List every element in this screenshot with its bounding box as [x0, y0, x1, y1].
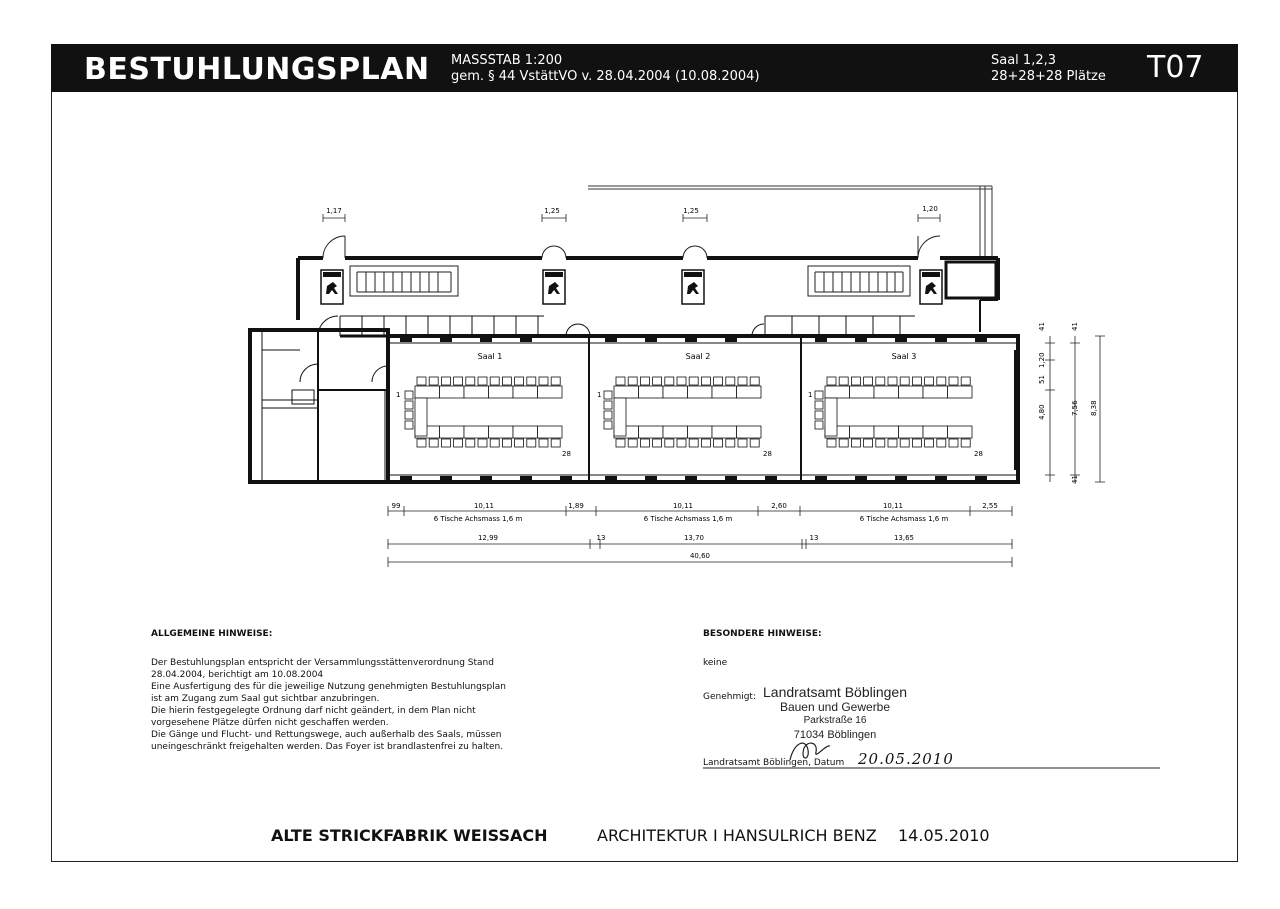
seat — [827, 377, 836, 385]
sign-date: 20.05.2010 — [858, 750, 954, 768]
seat — [405, 421, 413, 429]
seat — [750, 377, 759, 385]
table — [712, 426, 737, 438]
seat — [539, 377, 548, 385]
hall-2-first-seat: 1 — [597, 391, 602, 399]
seat — [515, 377, 524, 385]
general-note-line: Der Bestuhlungsplan entspricht der Versammlungsstättenverordnung Stand — [151, 658, 494, 668]
table — [737, 426, 762, 438]
seat — [888, 377, 897, 385]
seat — [640, 439, 649, 447]
seat — [405, 401, 413, 409]
canopy — [588, 186, 992, 258]
table — [538, 386, 563, 398]
door-dim-4: 1,20 — [922, 205, 938, 213]
seat — [726, 377, 735, 385]
seat — [539, 439, 548, 447]
seat — [925, 377, 934, 385]
stamp-line-city: 71034 Böblingen — [793, 729, 877, 741]
table — [513, 426, 538, 438]
table — [712, 386, 737, 398]
seat — [961, 377, 970, 385]
seat — [815, 411, 823, 419]
dim-1: 99 — [391, 502, 401, 510]
seat — [478, 377, 487, 385]
seat — [405, 391, 413, 399]
architect-name: ARCHITEKTUR I HANSULRICH BENZ — [597, 826, 877, 845]
table — [923, 426, 948, 438]
seat — [949, 439, 958, 447]
seat — [490, 439, 499, 447]
seat — [900, 377, 909, 385]
general-note-line: vorgesehene Plätze dürfen nicht geschaffen werden. — [151, 718, 389, 728]
exit-sign-icons — [323, 272, 940, 294]
seat — [839, 377, 848, 385]
seat — [441, 439, 450, 447]
hall-3-last-seat: 28 — [974, 450, 983, 458]
seat — [689, 377, 698, 385]
seat — [961, 439, 970, 447]
seat — [653, 439, 662, 447]
table — [825, 398, 837, 436]
seat — [478, 439, 487, 447]
seat — [815, 391, 823, 399]
seat — [527, 377, 536, 385]
seat — [604, 421, 612, 429]
hall-3-first-seat: 1 — [808, 391, 813, 399]
vdim-5: 41 — [1071, 322, 1079, 331]
seat — [551, 439, 560, 447]
vdim-6: 7,56 — [1071, 400, 1079, 416]
door-dim-3: 1,25 — [683, 207, 699, 215]
table — [614, 386, 639, 398]
seat — [665, 377, 674, 385]
seat — [454, 377, 463, 385]
dim-4: 10,11 — [672, 502, 694, 510]
seat — [441, 377, 450, 385]
seat — [851, 377, 860, 385]
dim-row2-3: 13,70 — [683, 534, 705, 542]
special-notes — [703, 628, 1003, 669]
seat — [839, 439, 848, 447]
seat — [937, 377, 946, 385]
vdim-1: 41 — [1038, 322, 1046, 331]
seat — [864, 439, 873, 447]
table — [850, 426, 875, 438]
seat — [738, 439, 747, 447]
table — [874, 426, 899, 438]
seat — [429, 439, 438, 447]
seat — [604, 391, 612, 399]
seat — [677, 377, 686, 385]
corridor-doors — [323, 236, 940, 258]
seat — [653, 377, 662, 385]
seat — [815, 401, 823, 409]
seat — [527, 439, 536, 447]
seat — [604, 401, 612, 409]
seat — [714, 439, 723, 447]
seat — [604, 411, 612, 419]
general-note-line: uneingeschränkt freigehalten werden. Das Foyer ist brandlastenfrei zu halten. — [151, 742, 504, 752]
table-note-2: 6 Tische Achsmass 1,6 m — [643, 515, 733, 523]
table — [948, 386, 973, 398]
table — [464, 386, 489, 398]
table-note-3: 6 Tische Achsmass 1,6 m — [859, 515, 949, 523]
hall-3-label: Saal 3 — [891, 352, 917, 361]
seat — [640, 377, 649, 385]
seat — [490, 377, 499, 385]
seat — [750, 439, 759, 447]
seat — [417, 439, 426, 447]
table — [899, 426, 924, 438]
table — [899, 386, 924, 398]
dim-row2-1: 12,99 — [477, 534, 499, 542]
seat — [912, 377, 921, 385]
seat — [815, 421, 823, 429]
table — [440, 386, 465, 398]
seats-label: 28+28+28 Plätze — [991, 69, 1106, 84]
annex-walls — [250, 330, 388, 482]
dim-6: 10,11 — [882, 502, 904, 510]
approval-stamp — [755, 684, 915, 742]
table — [663, 426, 688, 438]
dim-3: 1,89 — [568, 502, 584, 510]
hall-1-label: Saal 1 — [477, 352, 503, 361]
plan-code: T07 — [1147, 50, 1204, 85]
table — [663, 386, 688, 398]
hall-1-last-seat: 28 — [562, 450, 571, 458]
door-width-dims — [323, 214, 940, 222]
seat — [701, 377, 710, 385]
seat — [466, 439, 475, 447]
seat — [551, 377, 560, 385]
table — [850, 386, 875, 398]
general-notes-heading: ALLGEMEINE HINWEISE: — [151, 629, 273, 639]
general-note-line: Die hierin festgegelegte Ordnung darf nicht geändert, in dem Plan nicht — [151, 706, 476, 716]
seat — [665, 439, 674, 447]
seat — [677, 439, 686, 447]
stamp-line-street: Parkstraße 16 — [803, 715, 867, 726]
regulation-label: gem. § 44 VstättVO v. 28.04.2004 (10.08.2004) — [451, 69, 760, 84]
seat — [515, 439, 524, 447]
seat — [912, 439, 921, 447]
vdim-7: 8,38 — [1090, 400, 1098, 416]
seat — [689, 439, 698, 447]
special-notes-heading: BESONDERE HINWEISE: — [703, 629, 822, 639]
seat — [417, 377, 426, 385]
plan-title: BESTUHLUNGSPLAN — [84, 52, 430, 87]
table — [639, 426, 664, 438]
staircase-right — [808, 266, 910, 296]
table — [874, 386, 899, 398]
general-note-line: Die Gänge und Flucht- und Rettungswege, auch außerhalb des Saals, müssen — [151, 730, 502, 740]
table — [688, 386, 713, 398]
corridor-walls — [298, 258, 998, 332]
dim-5: 2,60 — [771, 502, 787, 510]
sign-label: Landratsamt Böblingen, Datum — [703, 758, 845, 768]
seat — [616, 377, 625, 385]
seat — [876, 377, 885, 385]
general-notes — [151, 628, 571, 753]
dim-7: 2,55 — [982, 502, 998, 510]
table — [614, 398, 626, 436]
general-note-line: 28.04.2004, berichtigt am 10.08.2004 — [151, 670, 324, 680]
vdim-4: 4,80 — [1038, 404, 1046, 420]
seat — [949, 377, 958, 385]
seat — [925, 439, 934, 447]
scale-label: MASSSTAB 1:200 — [451, 53, 563, 68]
seat — [454, 439, 463, 447]
staircase-left — [350, 266, 458, 296]
seating-layout — [405, 377, 972, 447]
seat — [900, 439, 909, 447]
seat — [937, 439, 946, 447]
dim-2: 10,11 — [473, 502, 495, 510]
table — [538, 426, 563, 438]
project-name: ALTE STRICKFABRIK WEISSACH — [271, 826, 548, 845]
seat — [429, 377, 438, 385]
exit-signs — [321, 270, 942, 304]
seat — [726, 439, 735, 447]
seat — [616, 439, 625, 447]
door-dim-1: 1,17 — [326, 207, 342, 215]
table — [464, 426, 489, 438]
table-note-1: 6 Tische Achsmass 1,6 m — [433, 515, 523, 523]
table — [948, 426, 973, 438]
table — [489, 386, 514, 398]
seat — [827, 439, 836, 447]
door-dim-2: 1,25 — [544, 207, 560, 215]
approved-label: Genehmigt: — [703, 692, 756, 702]
vdim-2: 51 — [1038, 375, 1046, 384]
general-note-line: ist am Zugang zum Saal gut sichtbar anzubringen. — [151, 694, 380, 704]
seat — [405, 411, 413, 419]
stamp-line-authority: Landratsamt Böblingen — [763, 684, 907, 700]
dim-row2-4: 13 — [809, 534, 819, 542]
seat — [502, 377, 511, 385]
seat — [628, 439, 637, 447]
seat — [738, 377, 747, 385]
table — [923, 386, 948, 398]
corridor-windows — [318, 316, 915, 336]
special-notes-text: keine — [703, 658, 728, 668]
general-note-line: Eine Ausfertigung des für die jeweilige Nutzung genehmigten Bestuhlungsplan — [151, 682, 506, 692]
hall-2-last-seat: 28 — [763, 450, 772, 458]
seat — [466, 377, 475, 385]
stamp-line-department: Bauen und Gewerbe — [779, 700, 891, 714]
seat — [888, 439, 897, 447]
seat — [502, 439, 511, 447]
table — [415, 398, 427, 436]
dim-row2-2: 13 — [596, 534, 606, 542]
table — [440, 426, 465, 438]
table — [639, 386, 664, 398]
hall-1-first-seat: 1 — [396, 391, 401, 399]
hall-2-label: Saal 2 — [685, 352, 711, 361]
seat — [714, 377, 723, 385]
vdim-3: 1,20 — [1038, 352, 1046, 368]
seat — [628, 377, 637, 385]
seat — [851, 439, 860, 447]
seat — [701, 439, 710, 447]
table — [415, 386, 440, 398]
dim-row2-5: 13,65 — [893, 534, 915, 542]
vdim-8: 41 — [1071, 475, 1079, 484]
dim-total: 40,60 — [689, 552, 711, 560]
plan-date: 14.05.2010 — [898, 826, 990, 845]
halls-label: Saal 1,2,3 — [991, 53, 1057, 68]
seat — [876, 439, 885, 447]
table — [688, 426, 713, 438]
table — [737, 386, 762, 398]
table — [513, 386, 538, 398]
table — [489, 426, 514, 438]
seat — [864, 377, 873, 385]
table — [825, 386, 850, 398]
